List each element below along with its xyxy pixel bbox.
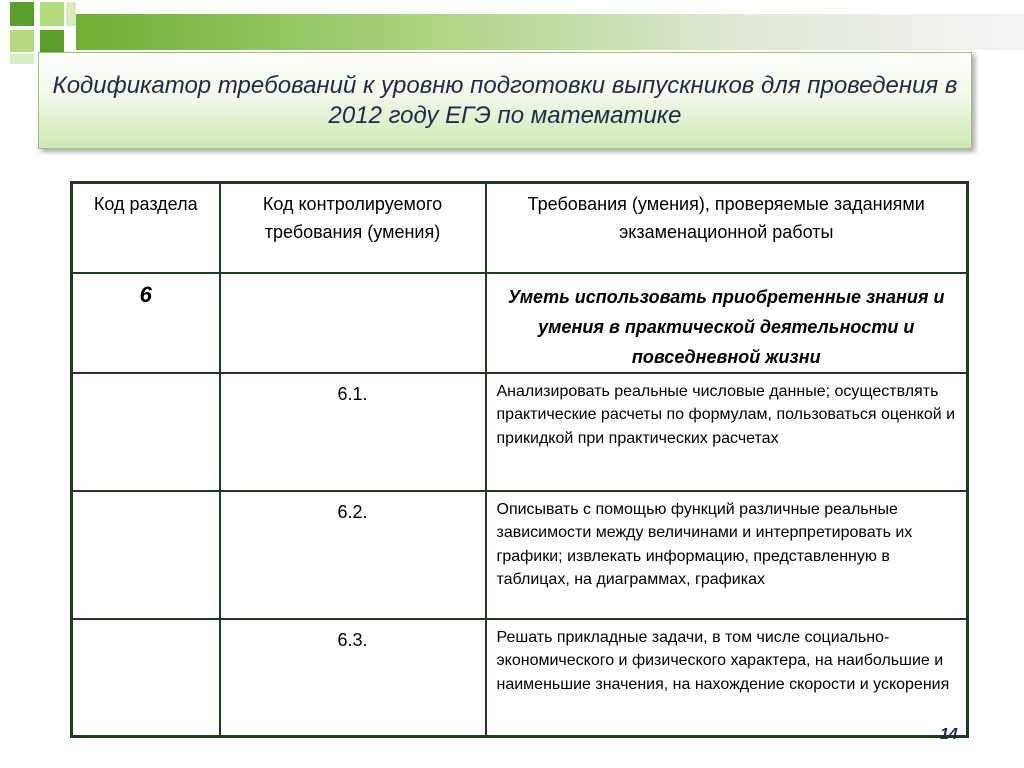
decor-square xyxy=(66,2,76,26)
table-row xyxy=(72,619,968,737)
page-number: 14 xyxy=(940,726,958,743)
empty-cell xyxy=(72,619,220,737)
table-row xyxy=(72,373,968,491)
header-requirement-text: Требования (умения), проверяемые заданиями экзаменационной работы xyxy=(486,183,968,273)
section-description: Уметь использовать приобретенные знания и умения в практической деятельности и повседневной жизни xyxy=(486,273,968,373)
requirement-code: 6.3. xyxy=(220,619,486,737)
header-requirement-code: Код контролируемого требования (умения) xyxy=(220,183,486,273)
table-row xyxy=(72,491,968,619)
empty-cell xyxy=(220,273,486,373)
empty-cell xyxy=(72,491,220,619)
decor-square xyxy=(10,30,34,52)
requirement-text: Описывать с помощью функций различные реальные зависимости между величинами и интерпретировать их графики; извлекать информацию, представленную в таблицах, на диаграммах, графиках xyxy=(486,491,968,619)
requirement-code: 6.2. xyxy=(220,491,486,619)
title-panel xyxy=(38,52,972,149)
empty-cell xyxy=(72,373,220,491)
header-section-code: Код раздела xyxy=(72,183,220,273)
slide-title: Кодификатор требований к уровню подготовки выпускников для проведения в 2012 году ЕГЭ по математике xyxy=(52,72,958,129)
section-code: 6 xyxy=(72,273,220,373)
decor-square xyxy=(40,30,64,52)
decor-square xyxy=(10,54,34,64)
decor-square xyxy=(10,2,34,26)
requirement-text: Решать прикладные задачи, в том числе социально-экономического и физического характера, на наибольшие и наименьшие значения, на нахождение скорости и ускорения xyxy=(486,619,968,737)
decor-square xyxy=(40,2,64,26)
requirement-code: 6.1. xyxy=(220,373,486,491)
requirements-table xyxy=(70,181,969,738)
header-gradient-bar xyxy=(76,14,1024,50)
table-header-row xyxy=(72,183,968,273)
section-row xyxy=(72,273,968,373)
requirement-text: Анализировать реальные числовые данные; осуществлять практические расчеты по формулам, пользоваться оценкой и прикидкой при практических расчетах xyxy=(486,373,968,491)
